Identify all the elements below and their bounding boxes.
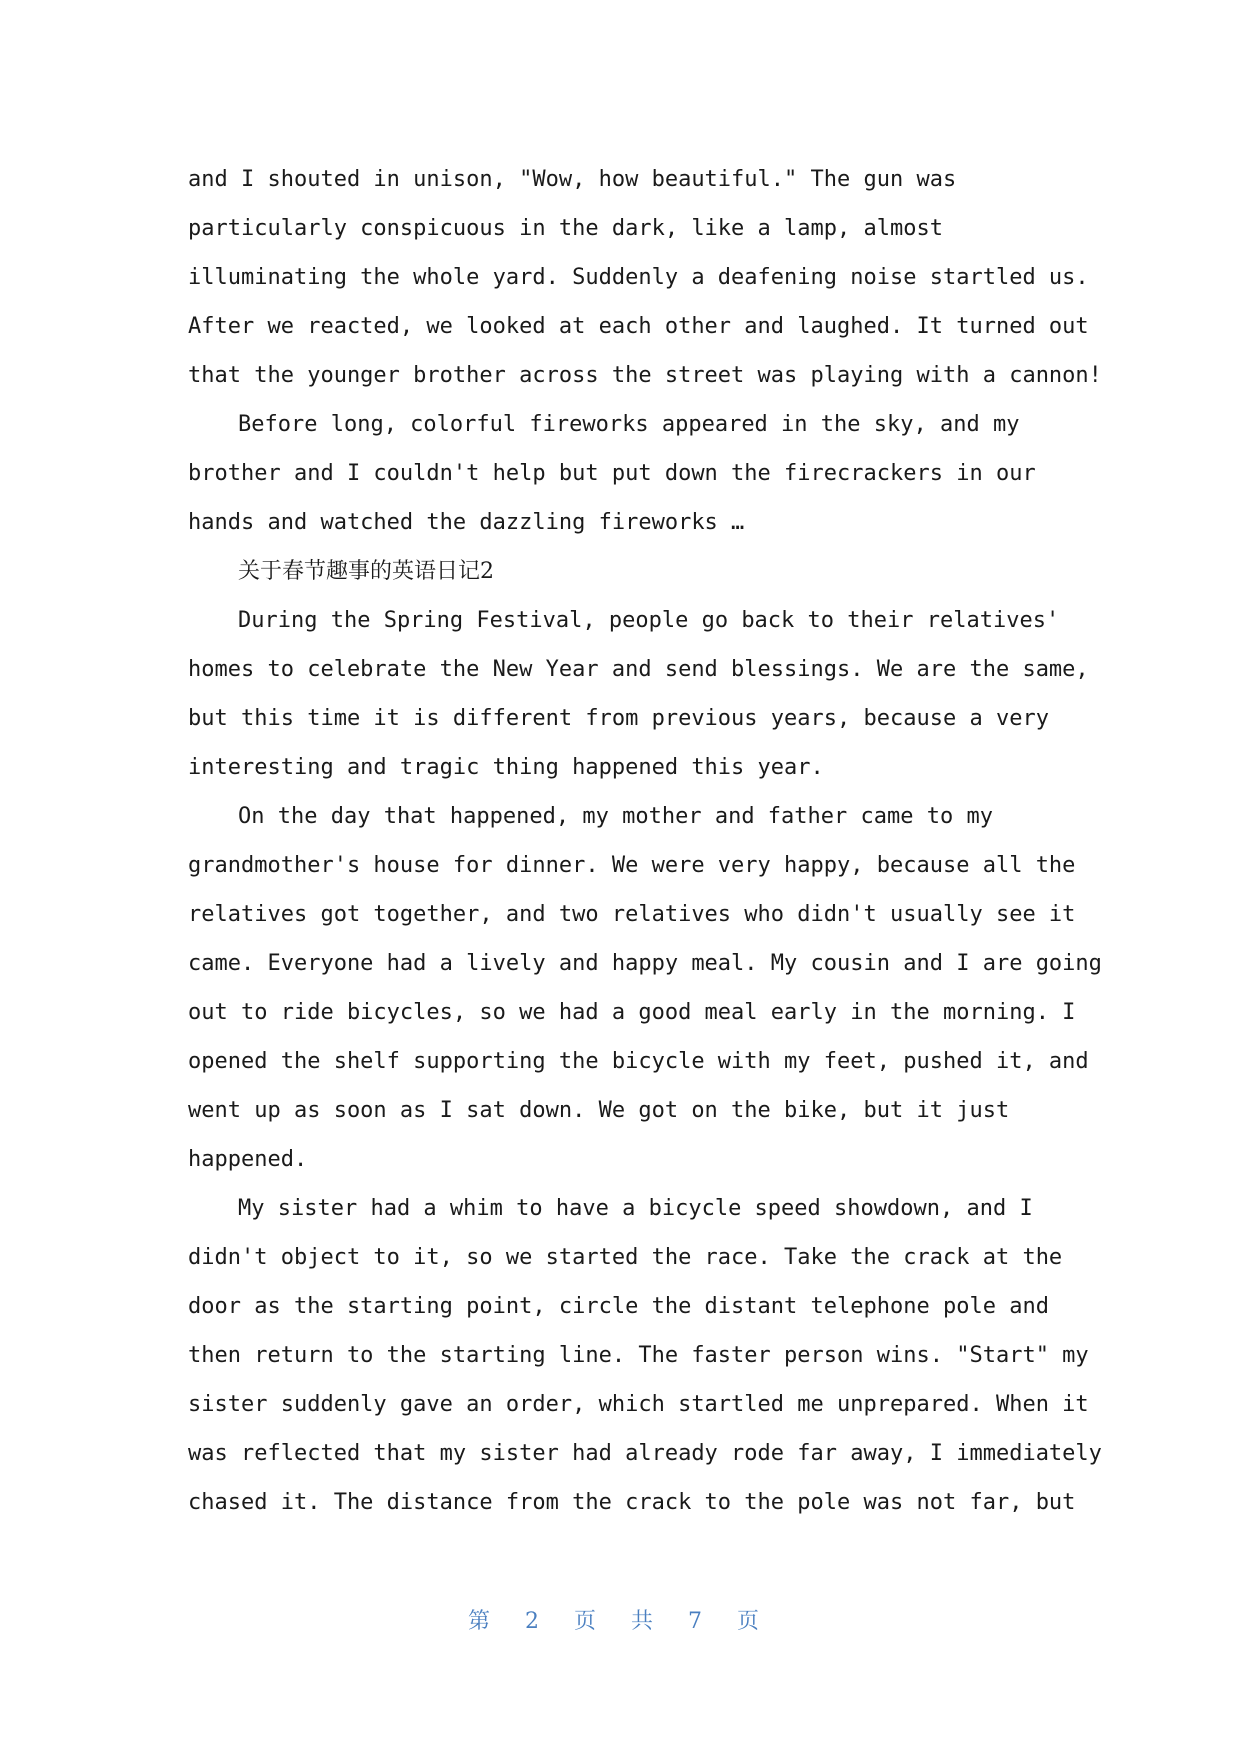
text-line: On the day that happened, my mother and father came to my xyxy=(238,804,993,829)
text-line: and I shouted in unison, "Wow, how beautiful." The gun was xyxy=(188,167,957,192)
text-line: interesting and tragic thing happened this year. xyxy=(188,755,824,780)
paragraph xyxy=(188,155,1102,400)
text-line: sister suddenly gave an order, which startled me unprepared. When it xyxy=(188,1392,1089,1417)
page-footer: 第 2 页 共 7 页 xyxy=(468,1609,773,1634)
text-line: grandmother's house for dinner. We were very happy, because all the xyxy=(188,853,1076,878)
text-line: homes to celebrate the New Year and send blessings. We are the same, xyxy=(188,657,1089,682)
paragraph xyxy=(188,792,1102,1184)
text-line: but this time it is different from previous years, because a very xyxy=(188,706,1049,731)
text-line: Before long, colorful fireworks appeared in the sky, and my xyxy=(238,412,1020,437)
text-line: that the younger brother across the street was playing with a cannon! xyxy=(188,363,1102,388)
text-line: chased it. The distance from the crack to the pole was not far, but xyxy=(188,1490,1076,1515)
section-heading xyxy=(188,547,1068,596)
text-line: then return to the starting line. The faster person wins. "Start" my xyxy=(188,1343,1089,1368)
text-line: came. Everyone had a lively and happy meal. My cousin and I are going xyxy=(188,951,1102,976)
paragraph xyxy=(188,596,1089,792)
paragraph xyxy=(188,1184,1102,1527)
text-line: During the Spring Festival, people go back to their relatives' xyxy=(238,608,1060,633)
text-line: out to ride bicycles, so we had a good meal early in the morning. I xyxy=(188,1000,1076,1025)
text-line: brother and I couldn't help but put down the firecrackers in our xyxy=(188,461,1036,486)
text-line: particularly conspicuous in the dark, like a lamp, almost xyxy=(188,216,943,241)
text-line: didn't object to it, so we started the race. Take the crack at the xyxy=(188,1245,1063,1270)
text-line: After we reacted, we looked at each other and laughed. It turned out xyxy=(188,314,1089,339)
document-body xyxy=(188,155,1102,1527)
text-line: opened the shelf supporting the bicycle with my feet, pushed it, and xyxy=(188,1049,1089,1074)
paragraph xyxy=(188,400,1068,547)
text-line: relatives got together, and two relatives who didn't usually see it xyxy=(188,902,1076,927)
text-line: 关于春节趣事的英语日记2 xyxy=(238,559,494,584)
text-line: went up as soon as I sat down. We got on the bike, but it just xyxy=(188,1098,1010,1123)
text-line: was reflected that my sister had already rode far away, I immediately xyxy=(188,1441,1102,1466)
text-line: illuminating the whole yard. Suddenly a deafening noise startled us. xyxy=(188,265,1089,290)
text-line: My sister had a whim to have a bicycle speed showdown, and I xyxy=(238,1196,1033,1221)
text-line: happened. xyxy=(188,1147,308,1172)
text-line: door as the starting point, circle the distant telephone pole and xyxy=(188,1294,1049,1319)
text-line: hands and watched the dazzling fireworks … xyxy=(188,510,745,535)
